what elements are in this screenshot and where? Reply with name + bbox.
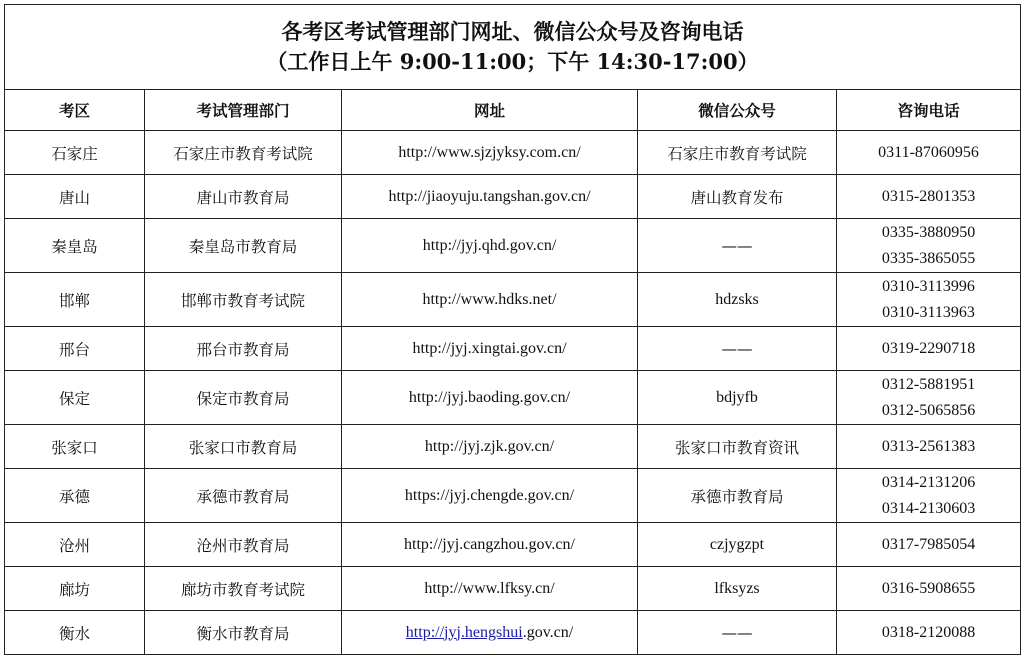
hengshui-url-link[interactable]: http://jyj.hengshui	[405, 623, 523, 641]
phone-number: 0316-5908655	[881, 579, 976, 597]
url-cell: http://jyj.qhd.gov.cn/	[342, 219, 638, 273]
phone-cell	[837, 469, 1021, 523]
wechat-cell: 张家口市教育资讯	[638, 425, 837, 469]
phone-number: 0310-3113963	[882, 303, 975, 321]
phone-number: 0312-5881951	[881, 375, 976, 393]
table-row	[5, 567, 1021, 611]
title-line-2: （工作日上午 9:00-11:00；下午 14:30-17:00）	[266, 49, 759, 74]
url-cell: http://jyj.baoding.gov.cn/	[342, 371, 638, 425]
table-row	[5, 219, 1021, 273]
table-row	[5, 371, 1021, 425]
department-cell: 廊坊市教育考试院	[145, 567, 342, 611]
wechat-cell: 唐山教育发布	[638, 175, 837, 219]
area-cell: 唐山	[5, 175, 145, 219]
table-row	[5, 273, 1021, 327]
department-cell: 衡水市教育局	[145, 611, 342, 655]
header-url: 网址	[342, 90, 638, 131]
header-department: 考试管理部门	[145, 90, 342, 131]
area-cell: 廊坊	[5, 567, 145, 611]
table-row	[5, 611, 1021, 655]
area-cell: 衡水	[5, 611, 145, 655]
phone-number: 0312-5065856	[881, 401, 976, 419]
phone-cell	[837, 273, 1021, 327]
phone-cell	[837, 567, 1021, 611]
phone-number: 0335-3880950	[881, 223, 976, 241]
area-cell: 张家口	[5, 425, 145, 469]
wechat-cell: ——	[638, 327, 837, 371]
wechat-cell: 石家庄市教育考试院	[638, 131, 837, 175]
phone-cell	[837, 523, 1021, 567]
department-cell: 承德市教育局	[145, 469, 342, 523]
phone-number: 0314-2130603	[881, 499, 976, 517]
phone-cell	[837, 611, 1021, 655]
area-cell: 沧州	[5, 523, 145, 567]
phone-cell	[837, 425, 1021, 469]
header-row	[5, 90, 1021, 131]
area-cell: 保定	[5, 371, 145, 425]
url-cell: http://www.lfksy.cn/	[342, 567, 638, 611]
phone-cell	[837, 131, 1021, 175]
phone-cell	[837, 175, 1021, 219]
department-cell: 唐山市教育局	[145, 175, 342, 219]
wechat-cell: czjygzpt	[638, 523, 837, 567]
phone-number: 0313-2561383	[881, 437, 976, 455]
table-row	[5, 327, 1021, 371]
table-title	[5, 5, 1021, 90]
phone-number: 0319-2290718	[881, 339, 976, 357]
header-wechat: 微信公众号	[638, 90, 837, 131]
wechat-cell: hdzsks	[638, 273, 837, 327]
phone-cell	[837, 371, 1021, 425]
wechat-cell: 承德市教育局	[638, 469, 837, 523]
url-cell: http://jyj.cangzhou.gov.cn/	[342, 523, 638, 567]
phone-number: 0318-2120088	[881, 623, 976, 641]
url-cell: https://jyj.chengde.gov.cn/	[342, 469, 638, 523]
department-cell: 张家口市教育局	[145, 425, 342, 469]
phone-number: 0317-7985054	[881, 535, 976, 553]
url-cell: http://www.hdks.net/	[342, 273, 638, 327]
area-cell: 石家庄	[5, 131, 145, 175]
contact-table	[4, 4, 1021, 655]
url-cell: http://jyj.xingtai.gov.cn/	[342, 327, 638, 371]
area-cell: 秦皇岛	[5, 219, 145, 273]
phone-number: 0335-3865055	[881, 249, 976, 267]
url-suffix: .gov.cn/	[522, 623, 574, 641]
department-cell: 保定市教育局	[145, 371, 342, 425]
department-cell: 秦皇岛市教育局	[145, 219, 342, 273]
url-cell	[342, 611, 638, 655]
wechat-cell: ——	[638, 219, 837, 273]
table-row	[5, 469, 1021, 523]
title-line-1: 各考区考试管理部门网址、微信公众号及咨询电话	[281, 19, 744, 44]
phone-number: 0314-2131206	[881, 473, 976, 491]
table-row	[5, 175, 1021, 219]
url-cell: http://www.sjzjyksy.com.cn/	[342, 131, 638, 175]
phone-cell	[837, 219, 1021, 273]
wechat-cell: bdjyfb	[638, 371, 837, 425]
wechat-cell: lfksyzs	[638, 567, 837, 611]
header-phone: 咨询电话	[837, 90, 1021, 131]
url-cell: http://jyj.zjk.gov.cn/	[342, 425, 638, 469]
url-cell: http://jiaoyuju.tangshan.gov.cn/	[342, 175, 638, 219]
title-row	[5, 5, 1021, 90]
header-area: 考区	[5, 90, 145, 131]
phone-cell	[837, 327, 1021, 371]
area-cell: 邢台	[5, 327, 145, 371]
department-cell: 邯郸市教育考试院	[145, 273, 342, 327]
department-cell: 沧州市教育局	[145, 523, 342, 567]
table-row	[5, 425, 1021, 469]
phone-number: 0310-3113996	[882, 277, 975, 295]
phone-number: 0311-87060956	[878, 143, 979, 161]
table-row	[5, 523, 1021, 567]
department-cell: 石家庄市教育考试院	[145, 131, 342, 175]
department-cell: 邢台市教育局	[145, 327, 342, 371]
area-cell: 邯郸	[5, 273, 145, 327]
phone-number: 0315-2801353	[881, 187, 976, 205]
wechat-cell: ——	[638, 611, 837, 655]
table-row	[5, 131, 1021, 175]
area-cell: 承德	[5, 469, 145, 523]
